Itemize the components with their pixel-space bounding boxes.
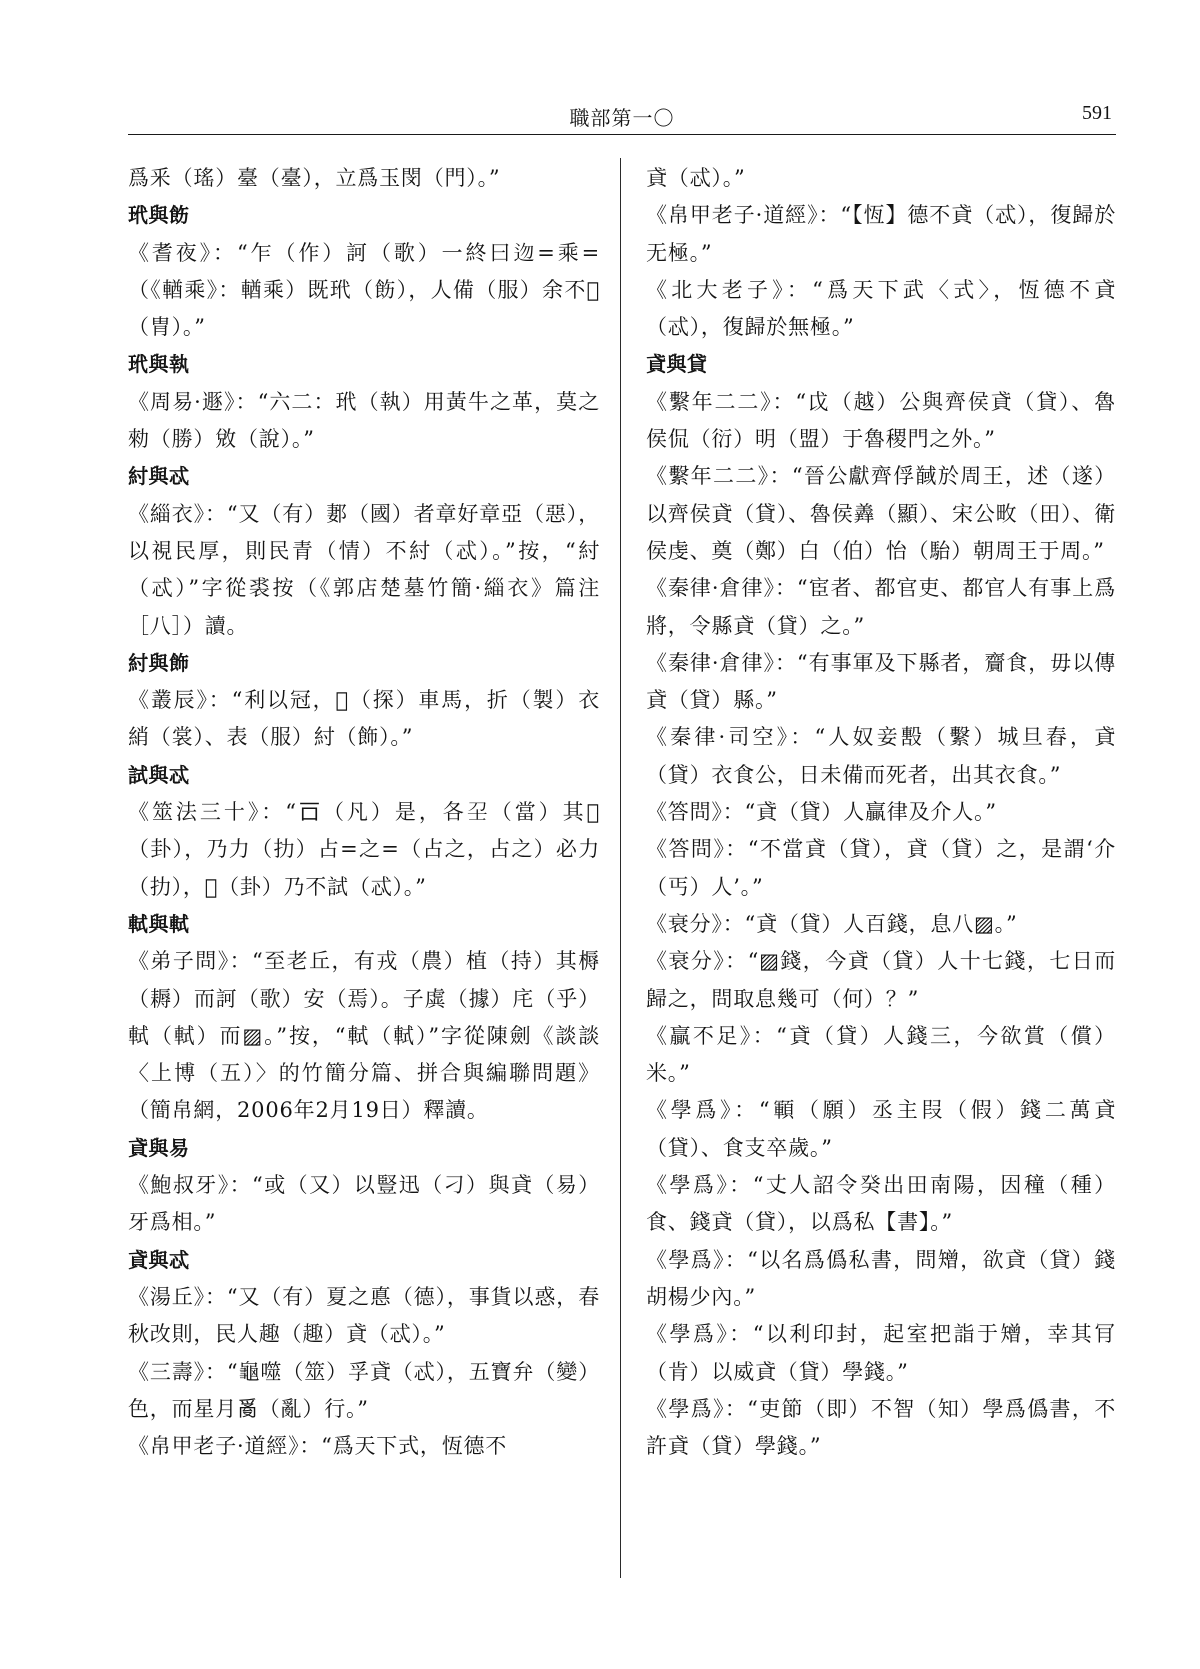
citation-entry: 《答問》：“貣（貸）人贏律及介人。”	[646, 800, 997, 825]
citation-entry: 爲釆（瑤）臺（臺），立爲玉閔（門）。”	[128, 166, 501, 190]
section-heading: 貣與忒	[128, 1247, 190, 1272]
citation-entry: 《秦律·倉律》：“宦者、都官吏、都官人有事上爲將，令縣貣（貸）之。”	[646, 576, 1116, 638]
section-heading: 軾與軾	[128, 911, 190, 936]
citation-entry: 《學爲》：“以名爲僞私書，問矰，欲貣（貸）錢胡楊少內。”	[646, 1247, 1116, 1309]
citation-entry: 《緇衣》：“又（有）郪（國）者章好章亞（惡），以視民厚，則民青（情）不紂（忒）。”按，“紂（忒）”字從裘按（《郭店楚墓竹簡·緇衣》篇注［八］）讀。	[128, 501, 600, 638]
citation-entry: 《繫年二二》：“戉（越）公與齊侯貣（貸）、魯侯侃（衍）明（盟）于魯稷門之外。”	[646, 389, 1116, 452]
citation-entry: 《耆夜》：“乍（作）訶（歌）一終曰𨑥=乘=（《輶乘》：輶乘）既玳（飭），人備（服）余不𦎫（胄）。”	[128, 240, 600, 340]
column-divider	[620, 158, 621, 1578]
citation-entry: 《叢辰》：“利以冠，𢼸（探）車馬，折（製）衣綃（裳）、表（服）紂（飾）。”	[128, 688, 600, 750]
citation-entry: 《筮法三十》：“𠮛（凡）是，各𡔛（當）其𡉦（卦），乃力（扐）占=之=（占之，占之）必力（扐），𡉦（卦）乃不試（忒）。”	[128, 800, 600, 899]
citation-entry: 《學爲》：“顐（願）丞主叚（假）錢二萬貣（貸）、食支卒歲。”	[646, 1098, 1116, 1160]
page-header	[128, 96, 1116, 135]
citation-entry: 《湯丘》：“又（有）夏之悳（德），事貨以惑，春秋改則，民人趣（趣）貣（忒）。”	[128, 1284, 600, 1347]
citation-entry: 貣（忒）。”	[646, 166, 746, 190]
citation-entry: 《衰分》：“貣（貸）人百錢，息八▨。”	[646, 911, 1018, 936]
citation-entry: 《鮑叔牙》：“或（又）以豎迅（刁）與貣（易）牙爲相。”	[128, 1173, 600, 1235]
citation-entry: 《弟子問》：“至老丘，有戎（農）植（持）其槈（耨）而訶（歌）安（焉）。子虡（據）㡯（乎）軾（軾）而▨。”按，“軾（軾）”字從陳劍《談談〈上博（五）〉的竹簡分篇、拼合與編聯問題》（簡帛網，2006年2月19日）釋讀。	[128, 949, 600, 1123]
citation-entry: 《秦律·倉律》：“有事軍及下縣者，齎食，毋以傳貣（貸）縣。”	[646, 650, 1116, 713]
citation-entry: 《贏不足》：“貣（貸）人錢三，今欲賞（償）米。”	[646, 1023, 1116, 1086]
citation-entry: 《北大老子》：“爲天下武〈式〉，恆德不貣（忒），復歸於無極。”	[646, 277, 1116, 340]
section-heading: 紂與忒	[128, 464, 190, 489]
citation-entry: 《帛甲老子·道經》：“爲天下式，恆德不	[128, 1434, 508, 1459]
section-heading: 試與忒	[128, 762, 190, 787]
citation-entry: 《秦律·司空》：“人奴妾毄（繫）城旦舂，貣（貸）衣食公，日未備而死者，出其衣食。”	[646, 725, 1116, 787]
citation-entry: 《三壽》：“龜噬（筮）孚貣（忒），五寶弁（變）色，而星月𤔔（亂）行。”	[128, 1359, 600, 1421]
right-column	[646, 160, 1116, 1465]
citation-entry: 《學爲》：“以利印封，起室把詣于矰，幸其肎（肯）以威貣（貸）學錢。”	[646, 1322, 1116, 1384]
section-heading: 玳與執	[128, 352, 190, 377]
section-heading: 紂與飾	[128, 650, 190, 675]
citation-entry: 《學爲》：“吏節（即）不智（知）學爲僞書，不許貣（貸）學錢。”	[646, 1396, 1116, 1459]
section-heading: 貣與貸	[646, 352, 708, 377]
section-heading: 貣與易	[128, 1135, 190, 1160]
citation-entry: 《衰分》：“▨錢，今貣（貸）人十七錢，七日而歸之，問取息幾可（何）？”	[646, 949, 1116, 1011]
citation-entry: 《學爲》：“丈人詔令癸出田南陽，因穜（種）食、錢貣（貸），以爲私【書】。”	[646, 1173, 1116, 1235]
left-column	[128, 160, 600, 1465]
citation-entry: 《答問》：“不當貣（貸），貣（貸）之，是謂‘介（丐）人’。”	[646, 837, 1116, 899]
citation-entry: 《帛甲老子·道經》：“【恆】德不貣（忒），復歸於无極。”	[646, 203, 1116, 265]
citation-entry: 《周易·遯》：“六二：玳（執）用黃牛之革，莫之勑（勝）敓（說）。”	[128, 389, 600, 452]
running-head: 職部第一〇	[569, 106, 675, 130]
section-heading: 玳與飭	[128, 203, 190, 228]
page-number: 591	[1082, 102, 1112, 124]
citation-entry: 《繫年二二》：“晉公獻齊俘馘於周王，述（遂）以齊侯貣（貸）、魯侯羴（顯）、宋公畋（田）、衛侯虔、奠（鄭）白（伯）怡（駘）朝周王于周。”	[646, 464, 1116, 563]
